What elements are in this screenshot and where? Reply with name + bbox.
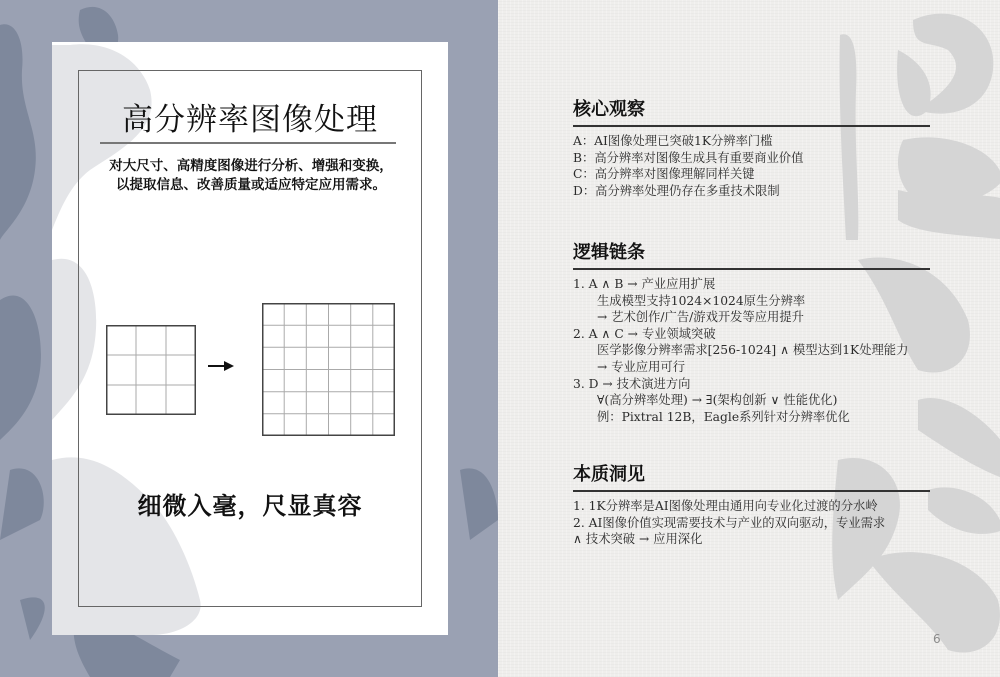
insight-line: 1. 1K分辨率是AI图像处理由通用向专业化过渡的分水岭 [573,499,878,513]
section-divider [573,268,930,270]
observation-line: D：高分辨率处理仍存在多重技术限制 [573,183,780,198]
insight-line: 2. AI图像价值实现需要技术与产业的双向驱动，专业需求 [573,515,886,530]
section-heading: 核心观察 [573,99,645,120]
section-core-observations [573,99,933,199]
left-panel [0,0,498,677]
section-divider [573,490,930,492]
page-number: 6 [933,632,941,646]
logic-line: → 专业应用可行 [597,359,685,374]
title-card [52,42,448,635]
logic-line: ∀(高分辨率处理) → ∃(架构创新 ∨ 性能优化) [597,393,838,408]
logic-line: 生成模型支持1024×1024原生分辨率 [597,293,806,308]
logic-line: 3. D → 技术演进方向 [573,376,691,391]
section-essential-insights [573,464,933,548]
card-slogan: 细微入毫，尺显真容 [137,491,363,520]
section-heading: 逻辑链条 [573,242,645,263]
logic-line: 2. A ∧ C → 专业领域突破 [573,326,716,341]
insight-line: ∧ 技术突破 → 应用深化 [573,532,703,547]
card-title: 高分辨率图像处理 [122,102,378,138]
section-heading: 本质洞见 [573,464,645,485]
section-logic-chain [573,242,933,425]
logic-line: 例：Pixtral 12B，Eagle系列针对分辨率优化 [597,409,850,424]
section-divider [573,125,930,127]
logic-line: 医学影像分辨率需求[256-1024] ∧ 模型达到1K处理能力 [597,343,909,358]
logic-line: 1. A ∧ B → 产业应用扩展 [573,277,716,291]
card-description: 对大尺寸、高精度图像进行分析、增强和变换，以提取信息、改善质量或适应特定应用需求。 [109,158,393,193]
observation-line: A：AI图像处理已突破1K分辨率门槛 [573,134,773,148]
low-resolution-grid [106,325,196,415]
high-resolution-grid [262,303,395,436]
observation-line: C：高分辨率对图像理解同样关键 [573,167,755,182]
arrow-right-icon [208,360,234,372]
title-divider [100,142,396,144]
observation-line: B：高分辨率对图像生成具有重要商业价值 [573,150,804,165]
logic-line: → 艺术创作/广告/游戏开发等应用提升 [597,310,804,325]
